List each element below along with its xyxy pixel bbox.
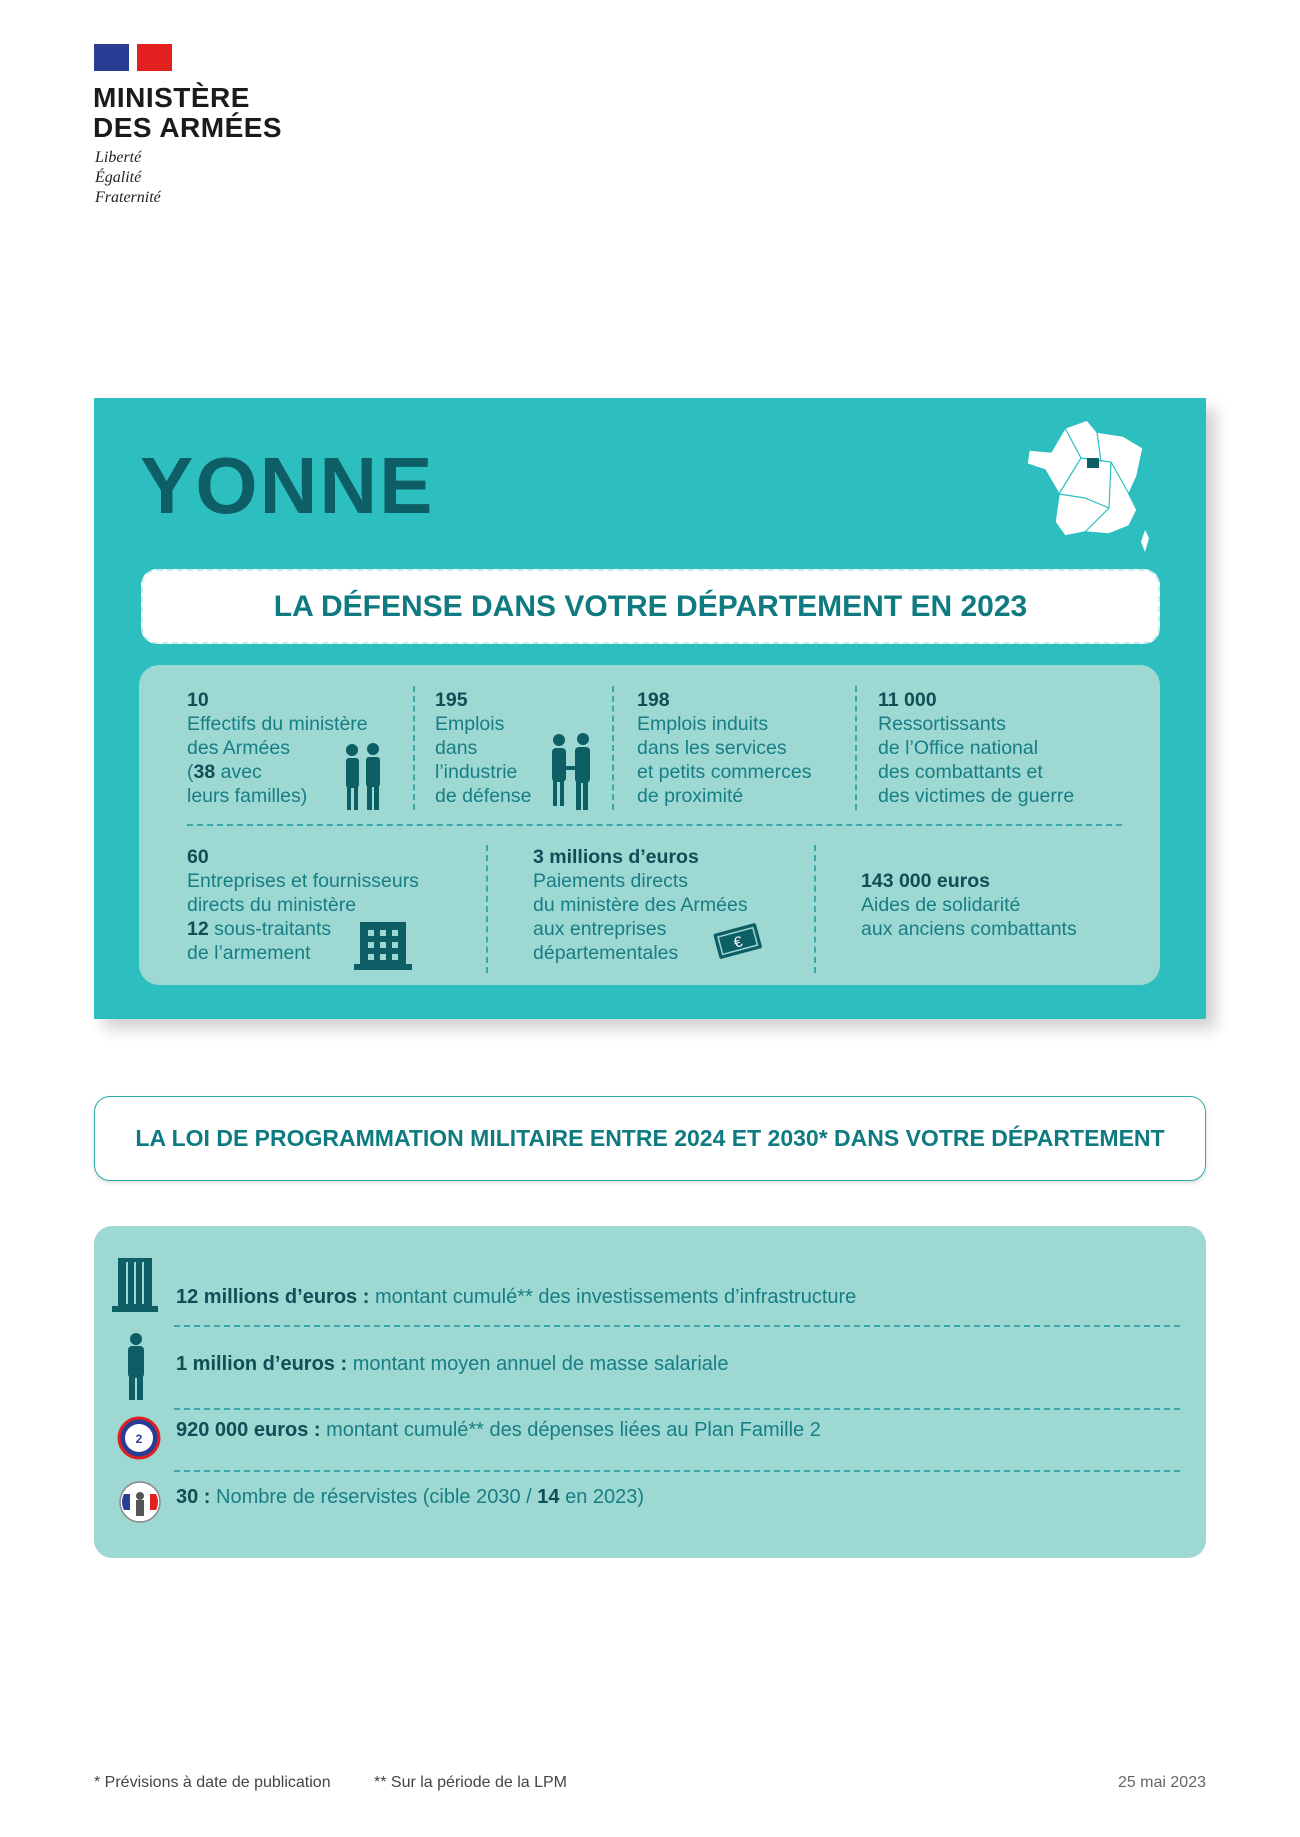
stat-line: directs du ministère xyxy=(187,894,357,916)
stat-value: 11 000 xyxy=(878,689,937,711)
stat-line: des Armées xyxy=(187,737,290,759)
stat-solidarity xyxy=(861,869,1077,941)
stat-value: 3 millions d’euros xyxy=(533,846,699,868)
stat-line: Ressortissants xyxy=(878,713,1006,735)
ministry-name-1: MINISTÈRE xyxy=(93,82,250,113)
banknotes-icon xyxy=(710,920,766,964)
stat-line: de défense xyxy=(435,785,532,807)
divider xyxy=(612,686,614,810)
description: Nombre de réservistes (cible 2030 / xyxy=(210,1486,538,1508)
stat-industry-jobs xyxy=(435,688,532,808)
description: montant cumulé** des dépenses liées au Plan Famille 2 xyxy=(320,1419,821,1441)
section1-title: LA DÉFENSE DANS VOTRE DÉPARTEMENT EN 2023 xyxy=(141,569,1160,644)
stat-line: Emplois induits xyxy=(637,713,769,735)
current-count: 14 xyxy=(537,1486,560,1508)
building-icon xyxy=(110,1256,160,1314)
motto-1: Liberté xyxy=(95,149,142,166)
amount: 1 million d’euros : xyxy=(176,1353,348,1375)
description: montant moyen annuel de masse salariale xyxy=(347,1353,729,1375)
footnote-2: ** Sur la période de la LPM xyxy=(374,1774,567,1791)
stat-line: l’industrie xyxy=(435,761,518,783)
description: montant cumulé** des investissements d’infrastructure xyxy=(369,1286,857,1308)
stat-induced-jobs xyxy=(637,688,811,808)
lpm-payroll xyxy=(176,1353,728,1376)
divider xyxy=(486,845,488,973)
motto xyxy=(95,148,161,208)
stat-line: Aides de solidarité xyxy=(861,894,1021,916)
footnote-1: * Prévisions à date de publication xyxy=(94,1774,331,1791)
divider xyxy=(814,845,816,973)
stat-line: dans xyxy=(435,737,478,759)
stat-line: du ministère des Armées xyxy=(533,894,748,916)
stat-line: Emplois xyxy=(435,713,505,735)
families-count: 38 xyxy=(193,761,216,783)
motto-3: Fraternité xyxy=(95,189,161,206)
divider xyxy=(174,1408,1180,1410)
stat-line: Entreprises et fournisseurs xyxy=(187,870,419,892)
stat-line: Effectifs du ministère xyxy=(187,713,368,735)
soldiers-icon xyxy=(340,742,386,812)
lpm-infrastructure xyxy=(176,1286,856,1309)
department-title: YONNE xyxy=(140,441,435,530)
stat-value: 143 000 euros xyxy=(861,870,991,892)
publication-date: 25 mai 2023 xyxy=(1117,1774,1206,1791)
republic-flag-logo xyxy=(94,44,172,71)
lpm-plan-famille xyxy=(176,1419,821,1442)
stat-value: 10 xyxy=(187,689,209,711)
divider xyxy=(174,1470,1180,1472)
divider xyxy=(413,686,415,810)
stat-line: de l’Office national xyxy=(878,737,1039,759)
stat-line: dans les services xyxy=(637,737,787,759)
subcontractors-count: 12 xyxy=(187,918,209,940)
svg-text:€: € xyxy=(731,933,745,952)
stat-line: leurs familles) xyxy=(187,785,308,807)
stat-line: des combattants et xyxy=(878,761,1043,783)
text: sous-traitants xyxy=(208,918,332,940)
section2-title: LA LOI DE PROGRAMMATION MILITAIRE ENTRE 2024 ET 2030* DANS VOTRE DÉPARTEMENT xyxy=(94,1096,1206,1181)
stat-line: des victimes de guerre xyxy=(878,785,1075,807)
amount: 920 000 euros : xyxy=(176,1419,321,1441)
divider xyxy=(187,824,1122,826)
stat-value: 198 xyxy=(637,689,670,711)
motto-2: Égalité xyxy=(95,169,142,186)
text: avec xyxy=(215,761,262,783)
stat-line: de l’armement xyxy=(187,942,311,964)
stat-line: de proximité xyxy=(637,785,744,807)
stat-line: aux anciens combattants xyxy=(861,918,1077,940)
svg-text:2: 2 xyxy=(135,1432,143,1446)
amount: 30 : xyxy=(176,1486,211,1508)
handshake-icon xyxy=(548,732,594,812)
stat-line: et petits commerces xyxy=(637,761,812,783)
stat-line: départementales xyxy=(533,942,679,964)
stat-line: aux entreprises xyxy=(533,918,667,940)
divider xyxy=(174,1325,1180,1327)
ministry-name-2: DES ARMÉES xyxy=(93,112,283,143)
stat-value: 195 xyxy=(435,689,468,711)
description: en 2023) xyxy=(559,1486,645,1508)
text: ( xyxy=(187,761,194,783)
reserve-badge-icon xyxy=(118,1480,162,1524)
amount: 12 millions d’euros : xyxy=(176,1286,370,1308)
stat-value: 60 xyxy=(187,846,209,868)
stat-onac xyxy=(878,688,1074,808)
france-map-icon xyxy=(1025,418,1155,556)
person-icon xyxy=(124,1332,148,1402)
plan-famille-badge-icon xyxy=(117,1416,161,1460)
building-icon xyxy=(352,918,414,970)
stat-line: Paiements directs xyxy=(533,870,688,892)
divider xyxy=(855,686,857,810)
lpm-reservists xyxy=(176,1486,644,1509)
